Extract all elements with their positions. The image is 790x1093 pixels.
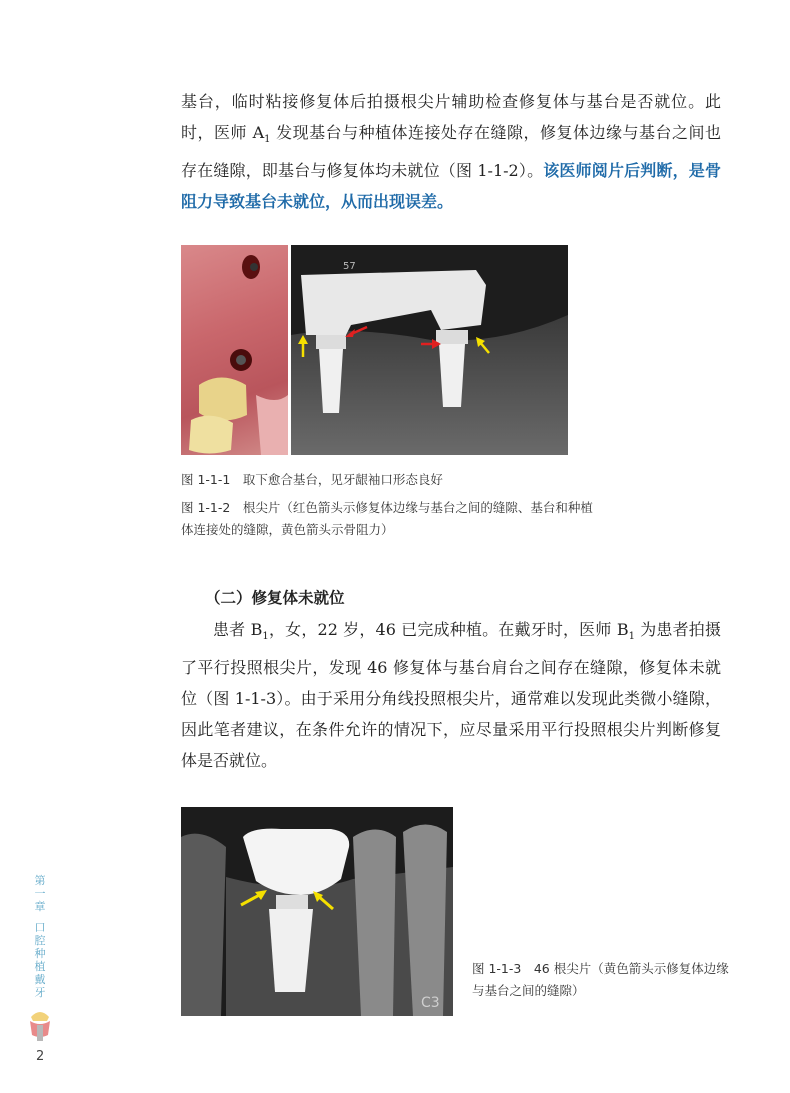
xray-crown xyxy=(181,807,453,1016)
p2-sub-b: 1 xyxy=(628,631,635,643)
sidebar-char: 戴 xyxy=(34,973,46,986)
figure-caption-1-1-1: 图 1-1-1 取下愈合基台，见牙龈袖口形态良好 xyxy=(181,472,443,487)
figure-caption-1-1-2: 图 1-1-2 根尖片（红色箭头示修复体边缘与基台之间的缝隙、基台和种植体连接处的缝隙，黄色箭头示骨阻力） xyxy=(181,500,593,537)
p1-text-a: 基台，临时粘接修复体后拍摄根尖片辅助检查修复体与基台是否就位。此时，医师 A xyxy=(181,92,721,142)
paragraph-2 xyxy=(181,614,721,776)
implant-tooth-icon xyxy=(28,1005,52,1043)
p2-text-c: 为患者拍摄了平行投照根尖片，发现 46 修复体与基台肩台之间存在缝隙，修复体未就位（图 1-1-3）。由于采用分角线投照根尖片，通常难以发现此类微小缝隙，因此笔者建议，在条件允许的情况下，应尽量采用平行投照根尖片判断修复体是否就位。 xyxy=(181,620,721,771)
sidebar-char: 植 xyxy=(34,960,46,973)
sidebar-char: 章 xyxy=(34,900,46,913)
p1-sub: 1 xyxy=(264,134,271,146)
xray1-label: 57 xyxy=(343,261,356,272)
sidebar-char: 牙 xyxy=(34,986,46,999)
p2-sub-a: 1 xyxy=(262,631,269,643)
p1-highlight: 该医师阅片后判断，是骨阻力导致基台未就位，从而出现误差。 xyxy=(181,161,721,212)
sidebar-char: 口 xyxy=(34,921,46,934)
p1-text-b: 发现基台与种植体连接处存在缝隙，修复体边缘与基台之间也存在缝隙，即基台与修复体均未就位（图 1-1-2）。 xyxy=(181,123,721,181)
page-number: 2 xyxy=(36,1049,45,1064)
xray2-label: C3 xyxy=(421,995,440,1011)
sidebar-char: 第 xyxy=(34,874,46,887)
paragraph-1 xyxy=(181,86,721,217)
sidebar-gap xyxy=(30,913,50,921)
sidebar-char: 腔 xyxy=(34,934,46,947)
oral-photo xyxy=(181,245,288,455)
chapter-sidebar xyxy=(30,874,50,999)
p2-text-a: 患者 B xyxy=(213,620,263,639)
figure-caption-1-1-3: 图 1-1-3 46 根尖片（黄色箭头示修复体边缘与基台之间的缝隙） xyxy=(472,961,729,998)
p2-text-b: ，女，22 岁，46 已完成种植。在戴牙时，医师 B xyxy=(268,620,629,639)
section-heading: （二）修复体未就位 xyxy=(205,589,345,607)
xray-bridge xyxy=(291,245,568,455)
sidebar-char: 种 xyxy=(34,947,46,960)
sidebar-char: 一 xyxy=(34,887,46,900)
